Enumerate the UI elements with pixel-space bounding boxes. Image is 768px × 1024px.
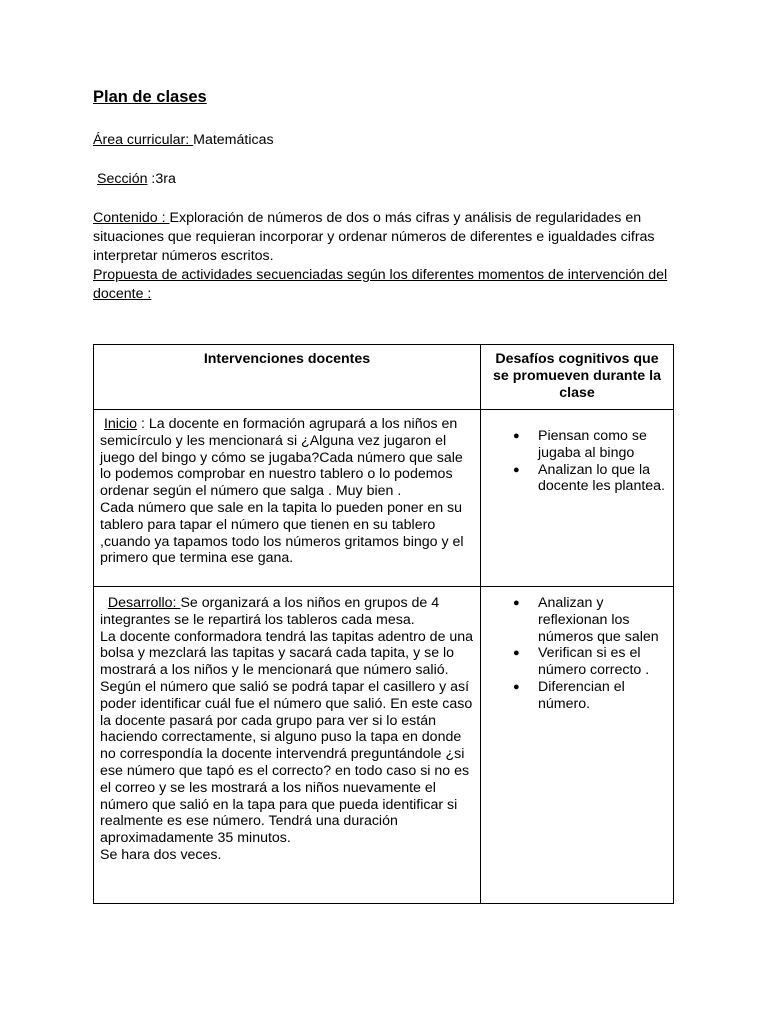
desarrollo-text-3: Se hara dos veces.	[100, 846, 222, 863]
desarrollo-label: Desarrollo:	[107, 595, 181, 611]
desarrollo-text-2: La docente conformadora tendrá las tapitas adentro de una bolsa y mezclará las tapitas y sacará cada tapita, y se lo mostrará a los niños y le mencionará que número salió. Según el número que salió se podrá tapar el casillero y así poder identificar cuál fue el número que salió. En este caso la docente pasará por cada grupo para ver si lo están haciendo correctamente, si alguno puso la tapa en donde no correspondía la docente intervendrá preguntándole ¿si ese número que tapó es el correcto? en todo caso si no es el correo y se les mostrará a los niños nuevamente el número que salió en la tapa para que pueda identificar si realmente es ese número. Tendrá una duración aproximadamente 35 minutos.	[100, 628, 474, 847]
area-line	[93, 132, 274, 149]
area-value: Matemáticas	[193, 132, 274, 148]
inicio-label: Inicio	[103, 416, 138, 432]
contenido-block	[93, 209, 683, 304]
plan-table	[93, 344, 674, 904]
area-label: Área curricular:	[93, 132, 194, 148]
list-item: ● Piensan como se jugaba al bingo	[513, 428, 667, 462]
desarrollo-bullet-list	[487, 595, 667, 713]
inicio-bullet-list	[487, 428, 667, 495]
desarrollo-cell	[94, 587, 481, 904]
header-intervenciones: Intervenciones docentes	[94, 345, 481, 410]
propuesta-text: Propuesta de actividades secuenciadas según los diferentes momentos de intervención del docente :	[93, 267, 668, 302]
seccion-value: :3ra	[147, 171, 176, 187]
seccion-line	[97, 171, 176, 188]
inicio-cell	[94, 410, 481, 587]
desarrollo-desafios-cell	[481, 587, 674, 904]
inicio-text: : La docente en formación agrupará a los niños en semicírculo y les mencionará si ¿Alguna vez jugaron el juego del bingo y cómo se jugaba?Cada número que sale lo podemos comprobar en nuestro tablero o lo podemos ordenar según el número que salga . Muy bien .	[100, 416, 463, 500]
list-item: ● Diferencian el número.	[513, 679, 667, 713]
header-desafios: Desafíos cognitivos que se promueven durante la clase	[481, 345, 674, 410]
contenido-text: Exploración de números de dos o más cifras y análisis de regularidades en situaciones que requieran incorporar y ordenar números de diferentes e igualdades cifras interpretar números escritos.	[93, 210, 655, 264]
inicio-desafios-cell	[481, 410, 674, 587]
list-item: ● Analizan lo que la docente les plantea.	[513, 462, 667, 496]
page-title: Plan de clases	[93, 88, 207, 106]
table-row	[94, 410, 674, 587]
desarrollo-text: Se organizará a los niños en grupos de 4 integrantes se le repartirá los tableros cada mesa.	[100, 595, 440, 628]
list-item: ● Analizan y reflexionan los números que salen	[513, 595, 667, 645]
inicio-text-2: Cada número que sale en la tapita lo pueden poner en su tablero para tapar el número que tienen en su tablero ,cuando ya tapamos todo los números gritamos bingo y el primero que termina ese gana.	[100, 499, 464, 567]
contenido-label: Contenido :	[93, 210, 170, 226]
table-header-row	[94, 345, 674, 410]
table-row	[94, 587, 674, 904]
seccion-label: Sección	[97, 171, 148, 187]
list-item: ● Verifican si es el número correcto .	[513, 645, 667, 679]
